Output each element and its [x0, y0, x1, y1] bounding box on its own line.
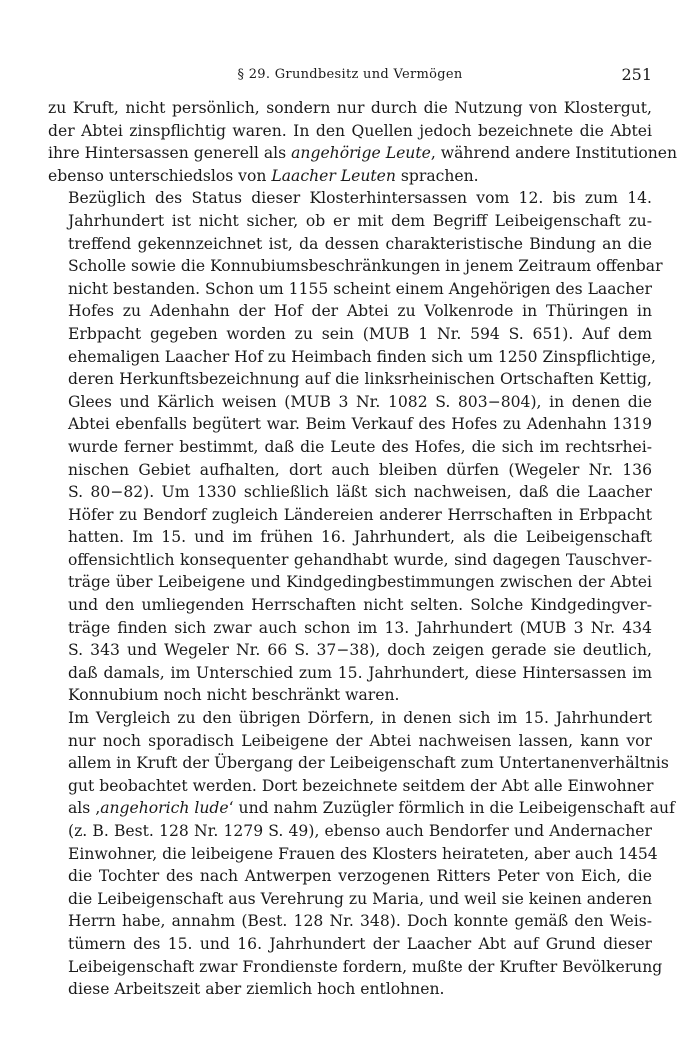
- text-line: deren Herkunftsbezeichnung auf die linksrheinischen Ortschaften Kettig,: [68, 370, 652, 389]
- text-line: (z. B. Best. 128 Nr. 1279 S. 49), ebenso auch Bendorfer und Andernacher: [68, 822, 652, 840]
- page-header: [48, 65, 652, 85]
- paragraph-2: [48, 187, 663, 707]
- text-line: ebenso unterschiedslos von Laacher Leuten sprachen.: [48, 166, 479, 185]
- text-line: Hofes zu Adenhahn der Hof der Abtei zu Volkenrode in Thüringen in: [68, 302, 652, 321]
- text-line: als ‚angehorich lude‘ und nahm Zuzügler förmlich in die Leibeigenschaft auf: [68, 799, 675, 818]
- text-line: allem in Kruft der Übergang der Leibeigenschaft zum Untertanenverhältnis: [68, 754, 669, 773]
- text-line: Jahrhundert ist nicht sicher, ob er mit dem Begriff Leibeigenschaft zu-: [68, 211, 652, 230]
- text-line: nischen Gebiet aufhalten, dort auch bleiben dürfen (Wegeler Nr. 136: [68, 460, 652, 479]
- text-line: Einwohner, die leibeigene Frauen des Klosters heirateten, aber auch 1454: [68, 844, 658, 863]
- text-line: Höfer zu Bendorf zugleich Ländereien anderer Herrschaften in Erbpacht: [68, 505, 652, 524]
- text-line: gut beobachtet werden. Dort bezeichnete seitdem der Abt alle Einwohner: [68, 776, 654, 795]
- italic-term: angehorich lude: [100, 799, 229, 818]
- body-text: [48, 97, 678, 1001]
- text-line: Abtei ebenfalls begütert war. Beim Verkauf des Hofes zu Adenhahn 1319: [68, 415, 652, 434]
- text-line: S. 343 und Wegeler Nr. 66 S. 37−38), doch zeigen gerade sie deutlich,: [68, 641, 652, 660]
- text-line: Scholle sowie die Konnubiumsbeschränkungen in jenem Zeitraum offenbar: [68, 257, 663, 276]
- text-line: Bezüglich des Status dieser Klosterhintersassen vom 12. bis zum 14.: [68, 189, 652, 208]
- text-line: Erbpacht gegeben worden zu sein (MUB 1 Nr. 594 S. 651). Auf dem: [68, 324, 652, 343]
- text-line: Leibeigenschaft zwar Frondienste fordern, mußte der Krufter Bevölkerung: [68, 957, 663, 976]
- text-line: die Tochter des nach Antwerpen verzogenen Ritters Peter von Eich, die: [68, 867, 652, 886]
- text-line: ehemaligen Laacher Hof zu Heimbach finden sich um 1250 Zinspflichtige,: [68, 347, 656, 366]
- text-line: zu Kruft, nicht persönlich, sondern nur durch die Nutzung von Klostergut,: [48, 99, 652, 117]
- text-line: träge finden sich zwar auch schon im 13. Jahrhundert (MUB 3 Nr. 434: [68, 618, 652, 637]
- text-line: tümern des 15. und 16. Jahrhundert der Laacher Abt auf Grund dieser: [68, 934, 652, 953]
- italic-term: Laacher Leuten: [271, 166, 396, 185]
- text-line: daß damals, im Unterschied zum 15. Jahrhundert, diese Hintersassen im: [68, 663, 652, 682]
- text-line: träge über Leibeigene und Kindgedingbestimmungen zwischen der Abtei: [68, 573, 652, 592]
- text-line: treffend gekennzeichnet ist, da dessen charakteristische Bindung an die: [68, 234, 652, 253]
- italic-term: angehörige Leute: [291, 144, 431, 163]
- text-line: S. 80−82). Um 1330 schließlich läßt sich nachweisen, daß die Laacher: [68, 483, 652, 502]
- text-line: Herrn habe, annahm (Best. 128 Nr. 348). Doch konnte gemäß den Weis-: [68, 912, 652, 931]
- text-line: die Leibeigenschaft aus Verehrung zu Maria, und weil sie keinen anderen: [68, 889, 652, 908]
- text-line: Konnubium noch nicht beschränkt waren.: [68, 686, 400, 705]
- text-line: ihre Hintersassen generell als angehörige Leute, während andere Institutionen: [48, 144, 678, 163]
- running-head: § 29. Grundbesitz und Vermögen: [237, 67, 463, 82]
- text-line: offensichtlich konsequenter gehandhabt wurde, sind dagegen Tauschver-: [68, 550, 652, 569]
- text-line: nur noch sporadisch Leibeigene der Abtei nachweisen lassen, kann vor: [68, 731, 652, 750]
- page-number: 251: [621, 65, 652, 84]
- text-line: hatten. Im 15. und im frühen 16. Jahrhundert, als die Leibeigenschaft: [68, 528, 652, 547]
- text-line: und den umliegenden Herrschaften nicht selten. Solche Kindgedingver-: [68, 596, 652, 615]
- text-line: Glees und Kärlich weisen (MUB 3 Nr. 1082 S. 803−804), in denen die: [68, 392, 652, 411]
- text-line: nicht bestanden. Schon um 1155 scheint einem Angehörigen des Laacher: [68, 279, 652, 298]
- text-line: der Abtei zinspflichtig waren. In den Quellen jedoch bezeichnete die Abtei: [48, 121, 652, 140]
- text-line: diese Arbeitszeit aber ziemlich hoch entlohnen.: [68, 980, 445, 999]
- text-line: Im Vergleich zu den übrigen Dörfern, in denen sich im 15. Jahrhundert: [68, 709, 652, 728]
- paragraph-1: [48, 97, 678, 187]
- paragraph-3: [48, 707, 675, 1001]
- text-line: wurde ferner bestimmt, daß die Leute des Hofes, die sich im rechtsrhei-: [68, 437, 652, 456]
